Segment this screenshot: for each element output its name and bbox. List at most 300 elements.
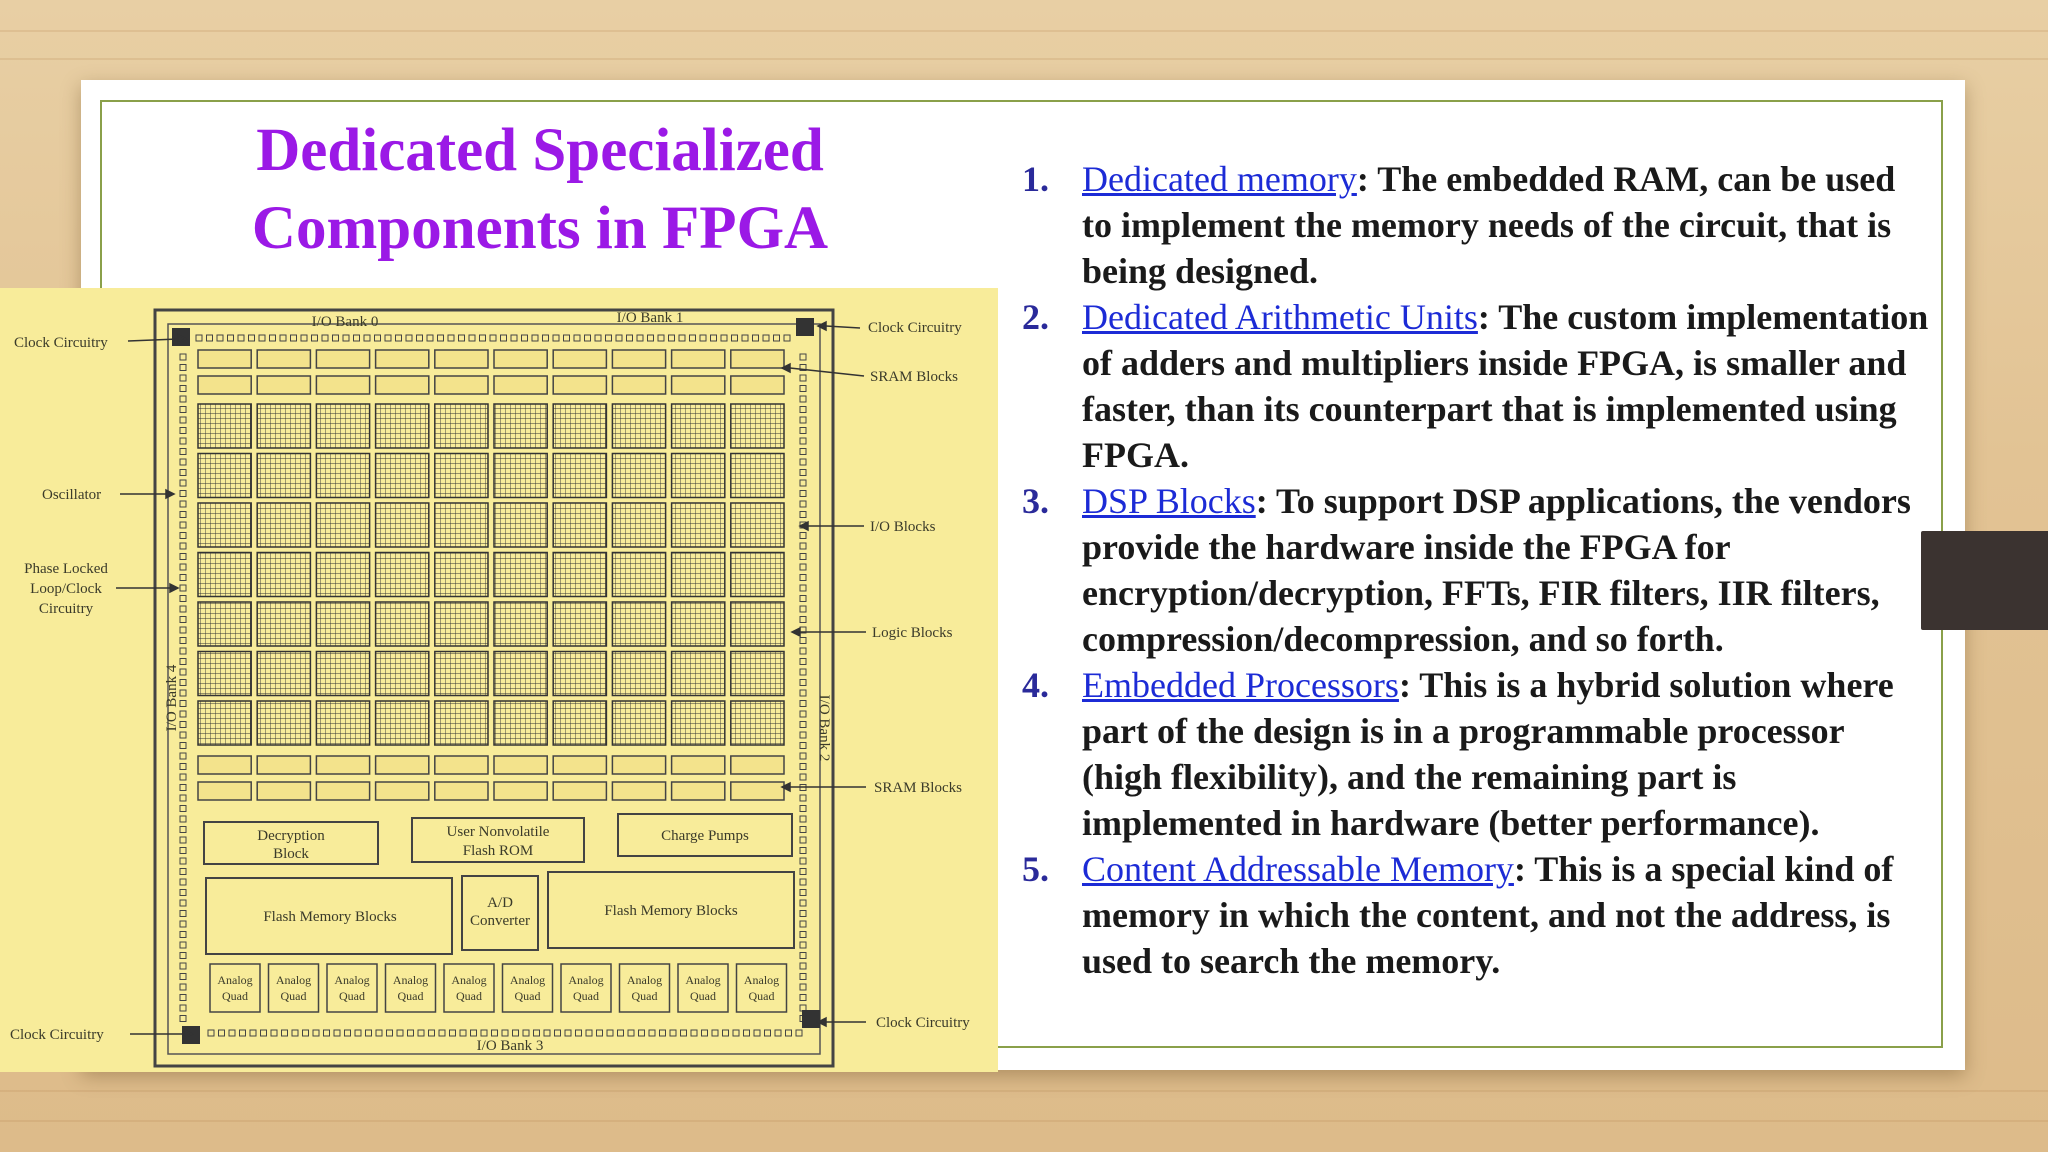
io-pad [800, 690, 806, 696]
io-pad [324, 1030, 330, 1036]
io-pad [180, 690, 186, 696]
analog-quad-label: Analog [217, 973, 253, 987]
io-pad [765, 1030, 771, 1036]
io-pad [637, 335, 643, 341]
sram-block [731, 376, 784, 394]
logic-block [435, 652, 488, 696]
io-pad [180, 491, 186, 497]
sram-block [494, 350, 547, 368]
logic-block [731, 503, 784, 547]
logic-block [612, 503, 665, 547]
logic-block [731, 404, 784, 448]
analog-quad-block [678, 964, 728, 1012]
sram-block [316, 782, 369, 800]
io-pad [180, 1005, 186, 1011]
io-pad [800, 459, 806, 465]
io-pad [180, 1016, 186, 1022]
decryption-label-2: Block [273, 846, 309, 862]
item-number: 1. [1022, 159, 1049, 199]
io-pad [259, 335, 265, 341]
io-bank-1-label: I/O Bank 1 [616, 310, 684, 326]
io-pad [606, 335, 612, 341]
io-pad [180, 795, 186, 801]
io-pad [180, 596, 186, 602]
io-pad [618, 1030, 624, 1036]
sram-block [494, 756, 547, 774]
io-pad [322, 335, 328, 341]
io-pad [180, 459, 186, 465]
analog-quad-label: Quad [339, 989, 365, 1003]
io-pad [522, 335, 528, 341]
logic-block [553, 503, 606, 547]
logic-block [731, 454, 784, 498]
io-pad [343, 335, 349, 341]
io-pad [180, 879, 186, 885]
logic-block [198, 503, 251, 547]
io-pad [238, 335, 244, 341]
logic-block [553, 553, 606, 597]
analog-quad-block [210, 964, 260, 1012]
oscillator-label: Oscillator [42, 487, 102, 503]
io-pad [639, 1030, 645, 1036]
sram-block [316, 350, 369, 368]
io-pad [800, 942, 806, 948]
io-pad [800, 858, 806, 864]
sram-block [435, 782, 488, 800]
sram-block [316, 756, 369, 774]
io-pad [180, 543, 186, 549]
sram-block [612, 756, 665, 774]
analog-quad-label: Analog [509, 973, 546, 987]
logic-block [612, 404, 665, 448]
item-number: 3. [1022, 481, 1049, 521]
sram-block [672, 782, 725, 800]
io-pad [800, 533, 806, 539]
logic-block [257, 454, 310, 498]
analog-quad-block [737, 964, 787, 1012]
item-term-link[interactable]: Dedicated memory [1082, 159, 1357, 199]
analog-quad-label: Analog [334, 973, 370, 987]
io-pad [649, 1030, 655, 1036]
io-pad [180, 827, 186, 833]
logic-block [553, 454, 606, 498]
io-pad [800, 848, 806, 854]
logic-block [316, 454, 369, 498]
logic-block [553, 652, 606, 696]
io-pad [180, 764, 186, 770]
io-pad [180, 386, 186, 392]
io-pad [180, 533, 186, 539]
io-pad [800, 617, 806, 623]
io-pad [800, 722, 806, 728]
logic-block [672, 602, 725, 646]
io-pad [180, 669, 186, 675]
io-pad [532, 335, 538, 341]
logic-block [612, 652, 665, 696]
analog-quad-label: Analog [451, 973, 487, 987]
io-pad [408, 1030, 414, 1036]
io-pad [679, 335, 685, 341]
component-list [1012, 156, 1932, 984]
clock-circuitry-br-label: Clock Circuitry [876, 1015, 970, 1031]
flash-left-label: Flash Memory Blocks [263, 909, 397, 925]
list-item-3 [1012, 478, 1932, 662]
io-pad [800, 575, 806, 581]
io-pad [513, 1030, 519, 1036]
io-pad [800, 554, 806, 560]
io-pad [180, 396, 186, 402]
io-pad [628, 1030, 634, 1036]
io-pad [691, 1030, 697, 1036]
pll-label-3: Circuitry [38, 601, 94, 617]
sram-block [435, 350, 488, 368]
sram-block [435, 756, 488, 774]
io-pad [459, 335, 465, 341]
io-pad [800, 543, 806, 549]
io-pad [180, 837, 186, 843]
item-number: 4. [1022, 665, 1049, 705]
logic-block [612, 701, 665, 745]
io-pad [553, 335, 559, 341]
sram-block [612, 782, 665, 800]
io-pad [180, 606, 186, 612]
io-pad [180, 911, 186, 917]
sram-block [257, 376, 310, 394]
io-pad [438, 335, 444, 341]
io-pad [574, 335, 580, 341]
io-pad [648, 335, 654, 341]
io-pad [800, 974, 806, 980]
logic-block [672, 503, 725, 547]
logic-block [257, 404, 310, 448]
logic-block [198, 701, 251, 745]
io-pad [800, 585, 806, 591]
io-pad [775, 1030, 781, 1036]
io-pad [180, 732, 186, 738]
io-pad [303, 1030, 309, 1036]
io-pad [681, 1030, 687, 1036]
item-term-link[interactable]: Embedded Processors [1082, 665, 1399, 705]
analog-quad-row [210, 964, 787, 1012]
logic-blocks-label: Logic Blocks [872, 625, 953, 641]
io-pad [313, 1030, 319, 1036]
io-pad [180, 407, 186, 413]
sram-block [731, 782, 784, 800]
logic-block [494, 553, 547, 597]
io-pad [240, 1030, 246, 1036]
logic-block [316, 701, 369, 745]
analog-quad-label: Quad [690, 989, 716, 1003]
io-pad [800, 638, 806, 644]
analog-quad-label: Quad [631, 989, 658, 1003]
analog-quad-block [269, 964, 319, 1012]
io-pad [249, 335, 255, 341]
sram-block [376, 376, 429, 394]
side-tab [1921, 531, 2048, 630]
io-pad [180, 711, 186, 717]
io-pad [712, 1030, 718, 1036]
io-pad [800, 732, 806, 738]
io-pad [800, 449, 806, 455]
io-pad [800, 890, 806, 896]
logic-block [198, 652, 251, 696]
io-pad [784, 335, 790, 341]
analog-quad-block [444, 964, 494, 1012]
io-pad [208, 1030, 214, 1036]
io-pad [800, 827, 806, 833]
io-pad [180, 806, 186, 812]
logic-block-grid [198, 404, 784, 745]
io-pad [180, 659, 186, 665]
ad-label-2: Converter [470, 913, 530, 929]
logic-block [494, 652, 547, 696]
charge-pumps-label: Charge Pumps [661, 828, 749, 844]
io-pad [180, 848, 186, 854]
logic-block [672, 701, 725, 745]
io-blocks-label: I/O Blocks [870, 519, 936, 535]
io-pad [660, 1030, 666, 1036]
io-pad [565, 1030, 571, 1036]
io-pad [180, 932, 186, 938]
io-pad [180, 858, 186, 864]
io-pad [800, 428, 806, 434]
sram-block [494, 376, 547, 394]
io-pad [800, 512, 806, 518]
decryption-label-1: Decryption [257, 828, 325, 844]
io-pad [180, 354, 186, 360]
analog-quad-label: Quad [748, 989, 775, 1003]
sram-block [553, 376, 606, 394]
io-pad [354, 335, 360, 341]
io-pad [292, 1030, 298, 1036]
logic-block [198, 602, 251, 646]
logic-block [435, 454, 488, 498]
item-term-link[interactable]: DSP Blocks [1082, 481, 1256, 521]
item-number: 2. [1022, 297, 1049, 337]
item-description: : The embedded RAM, can be used to implement the memory needs of the circuit, that is being designed. [1082, 159, 1896, 291]
io-pad [753, 335, 759, 341]
clock-block-br [802, 1010, 820, 1028]
sram-block [494, 782, 547, 800]
sram-block [198, 782, 251, 800]
io-pad [800, 816, 806, 822]
ad-label-1: A/D [487, 895, 513, 911]
io-pad [364, 335, 370, 341]
item-description: : To support DSP applications, the vendors provide the hardware inside the FPGA for encryption/decryption, FFTs, FIR filters, IIR filters, compression/decompression, and so forth. [1082, 481, 1911, 659]
io-pad [280, 335, 286, 341]
io-pad [180, 375, 186, 381]
item-term-link[interactable]: Content Addressable Memory [1082, 849, 1514, 889]
io-pad [180, 449, 186, 455]
logic-block [376, 553, 429, 597]
logic-block [731, 602, 784, 646]
logic-block [494, 602, 547, 646]
sram-block [257, 350, 310, 368]
io-pad [800, 596, 806, 602]
logic-block [435, 602, 488, 646]
title-line-2: Components in FPGA [251, 195, 829, 262]
io-pad [270, 335, 276, 341]
pll-label-1: Phase Locked [24, 561, 108, 577]
sram-block [612, 376, 665, 394]
io-pad [418, 1030, 424, 1036]
analog-quad-label: Quad [397, 989, 424, 1003]
logic-block [672, 553, 725, 597]
io-pad [471, 1030, 477, 1036]
io-pad [544, 1030, 550, 1036]
sram-block [376, 350, 429, 368]
io-pad [796, 1030, 802, 1036]
logic-block [553, 602, 606, 646]
logic-block [376, 652, 429, 696]
io-pad [754, 1030, 760, 1036]
io-pad [180, 648, 186, 654]
io-pad [180, 984, 186, 990]
io-pad [786, 1030, 792, 1036]
io-pad [670, 1030, 676, 1036]
sram-block [198, 350, 251, 368]
io-pad [800, 774, 806, 780]
logic-block [316, 404, 369, 448]
io-pad [490, 335, 496, 341]
io-pad [180, 554, 186, 560]
sram-block [672, 376, 725, 394]
logic-block [731, 701, 784, 745]
logic-block [435, 503, 488, 547]
io-pad [800, 795, 806, 801]
io-pad [800, 837, 806, 843]
io-pad [312, 335, 318, 341]
io-pad [180, 701, 186, 707]
io-pad [669, 335, 675, 341]
io-pad [607, 1030, 613, 1036]
logic-block [553, 701, 606, 745]
logic-block [198, 553, 251, 597]
sram-block [198, 756, 251, 774]
io-pad [375, 335, 381, 341]
sram-block [376, 756, 429, 774]
logic-block [316, 553, 369, 597]
io-pad [439, 1030, 445, 1036]
io-bank-2-label: I/O Bank 2 [816, 694, 832, 762]
analog-quad-block [620, 964, 670, 1012]
io-pad [448, 335, 454, 341]
io-pad [800, 480, 806, 486]
logic-block [435, 553, 488, 597]
io-pad [282, 1030, 288, 1036]
io-pad [501, 335, 507, 341]
io-pad [595, 335, 601, 341]
io-pad [800, 911, 806, 917]
io-bank-0-label: I/O Bank 0 [311, 314, 379, 330]
io-pad [658, 335, 664, 341]
io-pad [763, 335, 769, 341]
io-pad [543, 335, 549, 341]
io-pad [800, 491, 806, 497]
analog-quad-label: Analog [392, 973, 429, 987]
io-pad [721, 335, 727, 341]
io-pad [800, 669, 806, 675]
io-pad [406, 335, 412, 341]
io-pad [800, 386, 806, 392]
list-item-1 [1012, 156, 1932, 294]
analog-quad-label: Analog [743, 973, 780, 987]
logic-block [316, 503, 369, 547]
io-pad [180, 953, 186, 959]
io-pad [800, 407, 806, 413]
sram-block [553, 782, 606, 800]
io-pad [333, 335, 339, 341]
sram-block [672, 350, 725, 368]
io-pad [180, 963, 186, 969]
io-pad [690, 335, 696, 341]
analog-quad-block [327, 964, 377, 1012]
logic-block [316, 652, 369, 696]
logic-block [198, 454, 251, 498]
io-pad [800, 470, 806, 476]
io-pad [180, 522, 186, 528]
logic-block [672, 652, 725, 696]
clock-block-tr [796, 318, 814, 336]
item-term-link[interactable]: Dedicated Arithmetic Units [1082, 297, 1478, 337]
io-pad [511, 335, 517, 341]
io-pad [597, 1030, 603, 1036]
analog-quad-label: Quad [573, 989, 599, 1003]
logic-block [376, 701, 429, 745]
io-pad [180, 417, 186, 423]
io-pad [180, 995, 186, 1001]
sram-block [731, 350, 784, 368]
io-pad [180, 900, 186, 906]
item-number: 5. [1022, 849, 1049, 889]
io-pad [180, 480, 186, 486]
io-pad [387, 1030, 393, 1036]
io-pad [711, 335, 717, 341]
io-pad [291, 335, 297, 341]
io-pad [301, 335, 307, 341]
analog-quad-label: Analog [275, 973, 312, 987]
io-pad [219, 1030, 225, 1036]
logic-block [198, 404, 251, 448]
io-pad [429, 1030, 435, 1036]
logic-block [257, 602, 310, 646]
logic-block [612, 553, 665, 597]
io-pad [480, 335, 486, 341]
io-pad [180, 512, 186, 518]
io-pad [576, 1030, 582, 1036]
analog-quad-block [503, 964, 553, 1012]
sram-block [672, 756, 725, 774]
nvflash-label-1: User Nonvolatile [446, 824, 550, 840]
title-line-1: Dedicated Specialized [256, 117, 824, 184]
io-pad [228, 335, 234, 341]
io-pad [800, 711, 806, 717]
io-pad [800, 375, 806, 381]
clock-circuitry-bl-label: Clock Circuitry [10, 1027, 104, 1043]
sram-top-label: SRAM Blocks [870, 369, 958, 385]
io-pad [180, 627, 186, 633]
io-pad [180, 774, 186, 780]
sram-block [198, 376, 251, 394]
pll-label-2: Loop/Clock [30, 581, 102, 597]
logic-block [435, 404, 488, 448]
io-pad [180, 501, 186, 507]
io-pad [800, 984, 806, 990]
io-bank-4-label: I/O Bank 4 [164, 664, 180, 732]
io-pad [774, 335, 780, 341]
fpga-diagram-svg [0, 288, 998, 1072]
io-pad [800, 501, 806, 507]
